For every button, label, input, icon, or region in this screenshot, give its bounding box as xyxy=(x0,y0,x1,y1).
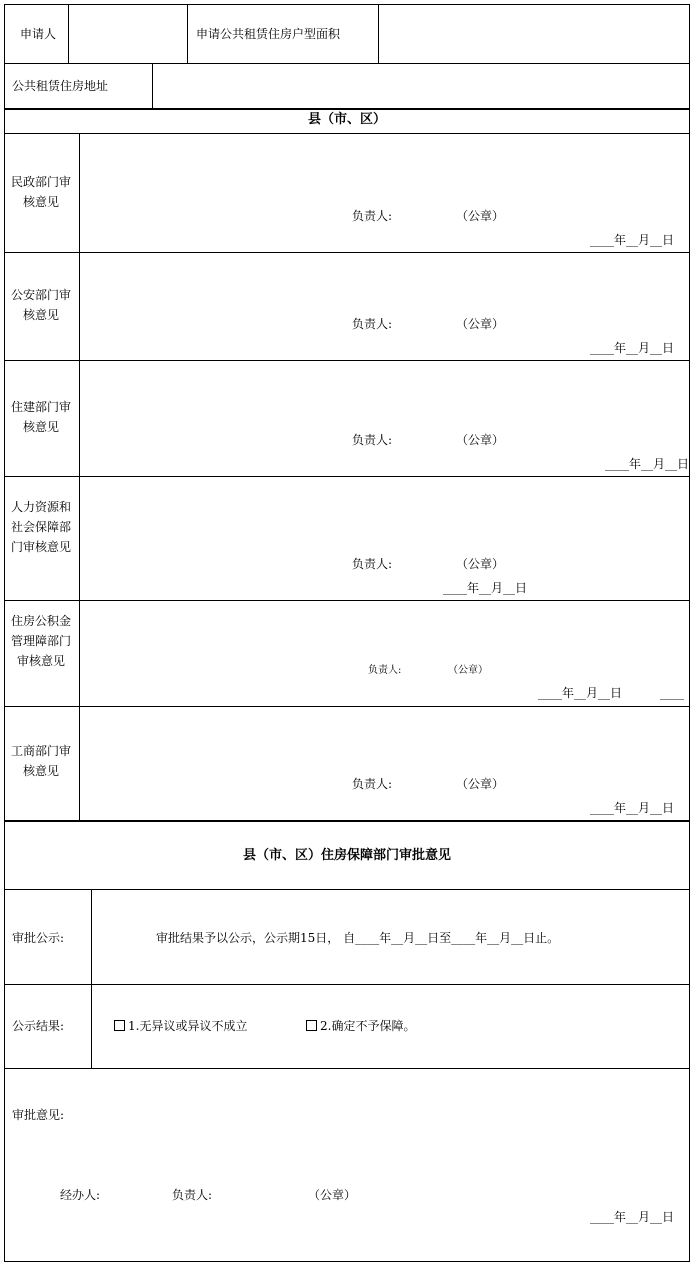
rule xyxy=(4,706,690,707)
rule xyxy=(4,984,690,985)
option-deny[interactable] xyxy=(306,1019,415,1033)
rule xyxy=(68,4,69,63)
rule xyxy=(4,360,690,361)
responsible-label: 负责人: xyxy=(172,1188,213,1202)
date-line: ____年__月__日 xyxy=(605,457,690,471)
rule xyxy=(152,63,153,108)
dept-label-housing-fund: 住房公积金管理障部门审核意见 xyxy=(10,614,71,668)
checkbox-icon[interactable] xyxy=(114,1020,125,1031)
seal-label: （公章） xyxy=(448,665,488,676)
responsible-label: 负责人: xyxy=(352,557,393,571)
rule xyxy=(79,133,80,820)
handler-label: 经办人: xyxy=(60,1188,101,1202)
dept-label-housing-construction: 住建部门审核意见 xyxy=(10,400,71,434)
area-label: 申请公共租赁住房户型面积 xyxy=(196,27,341,41)
dept-label-public-security: 公安部门审核意见 xyxy=(10,288,71,322)
result-label: 公示结果: xyxy=(12,1019,65,1033)
county-header: 县（市、区） xyxy=(307,112,386,127)
dept-label-civil-affairs: 民政部门审核意见 xyxy=(10,175,71,209)
date-line: ____年__月__日 xyxy=(590,801,675,815)
rule xyxy=(4,820,690,822)
opinion-label: 审批意见: xyxy=(12,1108,65,1122)
seal-label: （公章） xyxy=(308,1188,357,1202)
seal-label: （公章） xyxy=(456,777,505,791)
option-no-objection-label: 1.无异议或异议不成立 xyxy=(128,1019,248,1033)
responsible-label: 负责人: xyxy=(352,317,393,331)
date-line: ____年__月__日 xyxy=(538,686,623,700)
rule xyxy=(4,476,690,477)
seal-label: （公章） xyxy=(456,557,505,571)
date-line: ____年__月__日 xyxy=(590,233,675,247)
checkbox-icon[interactable] xyxy=(306,1020,317,1031)
date-line: ____年__月__日 xyxy=(590,341,675,355)
date-line: ____年__月__日 xyxy=(590,1210,675,1224)
trailing-blank: ____ xyxy=(660,686,684,700)
seal-label: （公章） xyxy=(456,317,505,331)
publicity-label: 审批公示: xyxy=(12,931,65,945)
responsible-label: 负责人: xyxy=(368,665,402,676)
seal-label: （公章） xyxy=(456,433,505,447)
rule xyxy=(4,600,690,601)
seal-label: （公章） xyxy=(456,209,505,223)
applicant-label: 申请人 xyxy=(20,27,57,41)
form-frame xyxy=(4,4,690,1262)
publicity-text: 审批结果予以公示，公示期15日， 自____年__月__日至____年__月__日止。 xyxy=(156,931,560,945)
rule xyxy=(4,133,690,134)
rule xyxy=(4,63,690,64)
responsible-label: 负责人: xyxy=(352,777,393,791)
rule xyxy=(4,889,690,890)
rule xyxy=(91,889,92,1068)
option-no-objection[interactable] xyxy=(114,1019,247,1033)
dept-label-industry-commerce: 工商部门审核意见 xyxy=(10,744,71,778)
responsible-label: 负责人: xyxy=(352,433,393,447)
address-label: 公共租赁住房地址 xyxy=(12,79,109,93)
responsible-label: 负责人: xyxy=(352,209,393,223)
rule xyxy=(378,4,379,63)
rule xyxy=(4,1068,690,1069)
rule xyxy=(187,4,188,63)
rule xyxy=(4,108,690,110)
dept-label-human-resources: 人力资源和社会保障部门审核意见 xyxy=(10,500,71,554)
approval-title: 县（市、区）住房保障部门审批意见 xyxy=(242,848,451,863)
rule xyxy=(4,252,690,253)
date-line: ____年__月__日 xyxy=(443,581,528,595)
option-deny-label: 2.确定不予保障。 xyxy=(320,1019,416,1033)
